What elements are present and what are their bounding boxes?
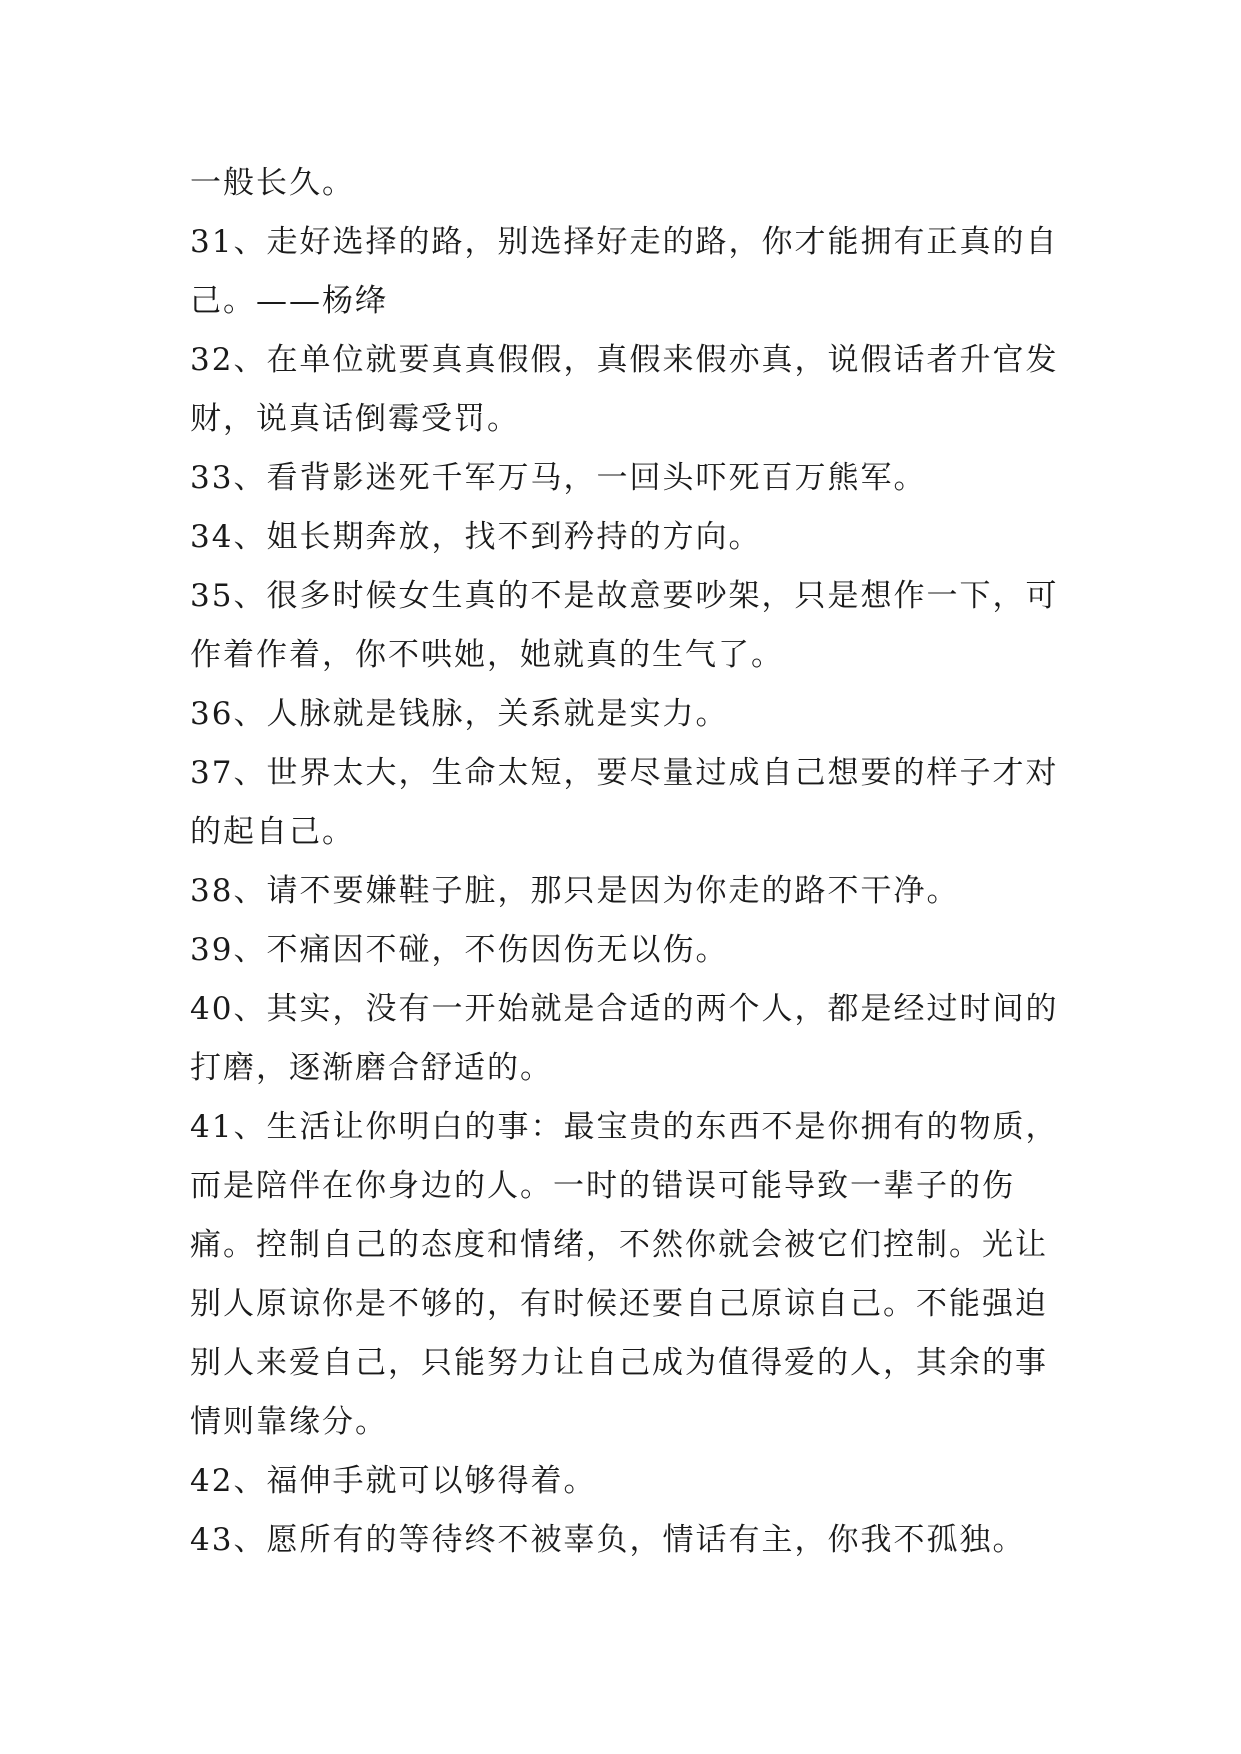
quote-41: 41、生活让你明白的事：最宝贵的东西不是你拥有的物质，而是陪伴在你身边的人。一时的错误可能导致一辈子的伤痛。控制自己的态度和情绪，不然你就会被它们控制。光让别人原谅你是不够的，有时候还要自己原谅自己。不能强迫别人来爱自己，只能努力让自己成为值得爱的人，其余的事情则靠缘分。	[190, 1109, 1059, 1440]
quote-32: 32、在单位就要真真假假，真假来假亦真，说假话者升官发财，说真话倒霉受罚。	[190, 342, 1059, 437]
quote-42: 42、福伸手就可以够得着。	[190, 1463, 597, 1499]
quote-40: 40、其实，没有一开始就是合适的两个人，都是经过时间的打磨，逐渐磨合舒适的。	[190, 991, 1059, 1086]
quote-33: 33、看背影迷死千军万马，一回头吓死百万熊军。	[190, 460, 927, 496]
quote-37: 37、世界太大，生命太短，要尽量过成自己想要的样子才对的起自己。	[190, 755, 1059, 850]
quote-31: 31、走好选择的路，别选择好走的路，你才能拥有正真的自己。——杨绛	[190, 224, 1059, 319]
quote-34: 34、姐长期奔放，找不到矜持的方向。	[190, 519, 762, 555]
quote-39: 39、不痛因不碰，不伤因伤无以伤。	[190, 932, 729, 968]
quote-35: 35、很多时候女生真的不是故意要吵架，只是想作一下，可作着作着，你不哄她，她就真的生气了。	[190, 578, 1059, 673]
quote-36: 36、人脉就是钱脉，关系就是实力。	[190, 696, 729, 732]
quote-43: 43、愿所有的等待终不被辜负，情话有主，你我不孤独。	[190, 1522, 1026, 1558]
document-body	[190, 154, 1070, 1570]
paragraph-continuation: 一般长久。	[190, 165, 355, 201]
quote-38: 38、请不要嫌鞋子脏，那只是因为你走的路不干净。	[190, 873, 960, 909]
